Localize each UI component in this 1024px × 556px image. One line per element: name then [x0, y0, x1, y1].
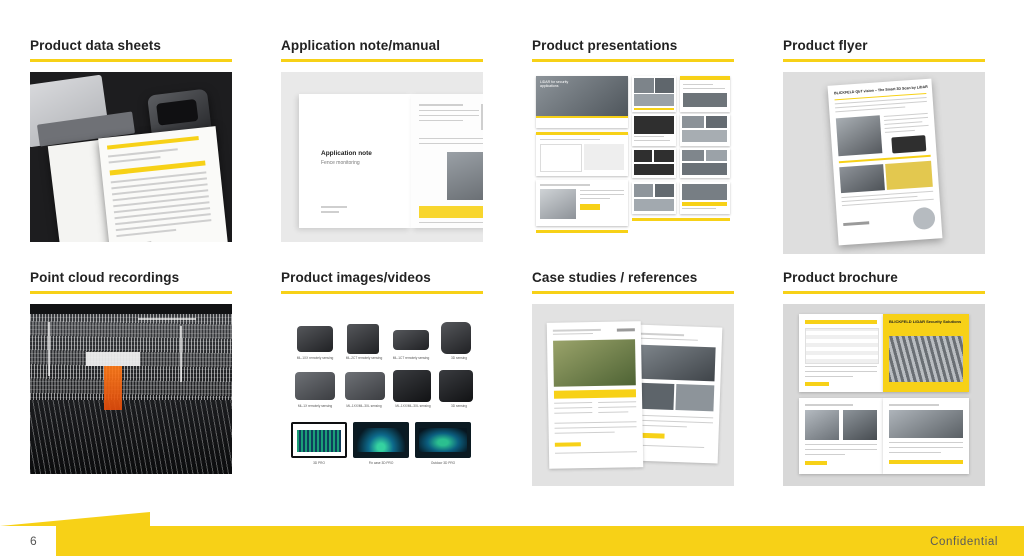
title-underline: [532, 291, 734, 294]
cell-title: Case studies / references: [532, 270, 698, 285]
video-caption: 3D PRO: [313, 461, 325, 465]
footer-accent-band: [0, 526, 1024, 556]
thumbnail-product-flyer[interactable]: [783, 72, 985, 254]
product-image: [393, 330, 429, 350]
product-image: [393, 370, 431, 402]
presentation-slide: [680, 114, 730, 146]
cell-product-presentations[interactable]: [532, 38, 734, 254]
video-caption: Fix case 3D PRO: [368, 461, 394, 465]
product-caption: ML-1X remotely sensing: [297, 404, 333, 408]
page-number: 6: [30, 534, 37, 548]
presentation-slide: [536, 132, 628, 176]
product-caption: ML-1XX remotely sensing: [296, 356, 334, 360]
presentation-slide: [680, 76, 730, 112]
cell-application-note-manual[interactable]: [281, 38, 483, 242]
cell-product-flyer[interactable]: [783, 38, 985, 254]
photo-data-sheets: [30, 72, 232, 242]
title-underline: [783, 291, 985, 294]
title-underline: [281, 291, 483, 294]
flyer-page: [828, 79, 943, 246]
brochure-page-left-2: [799, 398, 883, 474]
cell-title: Application note/manual: [281, 38, 441, 53]
presentation-slide: [536, 180, 628, 226]
application-note-heading: Application note: [321, 150, 372, 157]
application-note-right-page: [411, 94, 483, 228]
cell-title: Product flyer: [783, 38, 868, 53]
presentation-slide: LiDAR for security applications: [536, 76, 628, 128]
footer-white-notch: [0, 526, 56, 556]
cell-product-brochure[interactable]: [783, 270, 985, 486]
thumbnail-product-images[interactable]: [281, 304, 483, 486]
product-image: [297, 326, 333, 352]
product-image: [345, 372, 385, 400]
title-underline: [30, 59, 232, 62]
brochure-page-right-2: [883, 398, 969, 474]
title-underline: [532, 59, 734, 62]
thumbnail-point-cloud[interactable]: [30, 304, 232, 474]
application-note-left-page: [299, 94, 411, 228]
cell-case-studies-references[interactable]: [532, 270, 734, 486]
thumbnail-case-studies[interactable]: [532, 304, 734, 486]
product-video-thumbnail[interactable]: [353, 422, 409, 458]
title-underline: [783, 59, 985, 62]
cell-product-images-videos[interactable]: [281, 270, 483, 486]
cell-title: Product data sheets: [30, 38, 161, 53]
case-study-front-page: [547, 321, 644, 469]
cell-title: Product presentations: [532, 38, 678, 53]
product-caption: 3D sensing: [451, 404, 467, 408]
product-image: [295, 372, 335, 400]
product-caption: ML-1CT remotely sensing: [392, 356, 430, 360]
flyer-heading: BLICKFELD QbT vision – The Smart 3D Scan by LiDAR: [833, 84, 928, 96]
product-caption: ML-2CT remotely sensing: [345, 356, 383, 360]
product-image: [347, 324, 379, 354]
video-caption: Outdoor 3D PRO: [430, 461, 456, 465]
thumbnail-product-data-sheets[interactable]: [30, 72, 232, 242]
title-underline: [30, 291, 232, 294]
brochure-page-right: [883, 314, 969, 392]
thumbnail-product-presentations[interactable]: [532, 72, 734, 254]
point-cloud-ground: [30, 400, 232, 474]
product-caption: 3D sensing: [451, 356, 467, 360]
slide-footer: [0, 512, 1024, 556]
point-cloud-background: [30, 304, 232, 474]
presentation-slide: [680, 182, 730, 214]
title-underline: [281, 59, 483, 62]
presentation-slide: [632, 148, 676, 178]
cell-title: Product brochure: [783, 270, 898, 285]
cell-point-cloud-recordings[interactable]: [30, 270, 232, 474]
point-cloud-detected-object: [104, 366, 122, 410]
confidential-label: Confidential: [930, 536, 998, 548]
brochure-page-left: [799, 314, 883, 392]
presentation-slide: [632, 114, 676, 146]
product-caption: ML-1XX/ML-3XL sensing: [395, 404, 431, 408]
cell-product-data-sheets[interactable]: [30, 38, 232, 242]
product-image: [439, 370, 473, 402]
product-image: [441, 322, 471, 354]
presentation-slide: [680, 148, 730, 178]
cell-title: Point cloud recordings: [30, 270, 180, 285]
presentation-slide: [632, 76, 676, 112]
point-cloud-label-box: [86, 352, 140, 366]
product-video-thumbnail[interactable]: [291, 422, 347, 458]
application-note-subheading: Fence monitoring: [321, 160, 360, 166]
product-video-thumbnail[interactable]: [415, 422, 471, 458]
thumbnail-product-brochure[interactable]: [783, 304, 985, 486]
datasheet-front-page: [98, 126, 228, 242]
brochure-heading: BLICKFELD LiDAR Security Solutions: [889, 319, 962, 324]
cell-title: Product images/videos: [281, 270, 431, 285]
thumbnail-application-note[interactable]: [281, 72, 483, 242]
product-caption: ML-1XX/ML-3XL sensing: [346, 404, 382, 408]
presentation-slide: [632, 182, 676, 214]
